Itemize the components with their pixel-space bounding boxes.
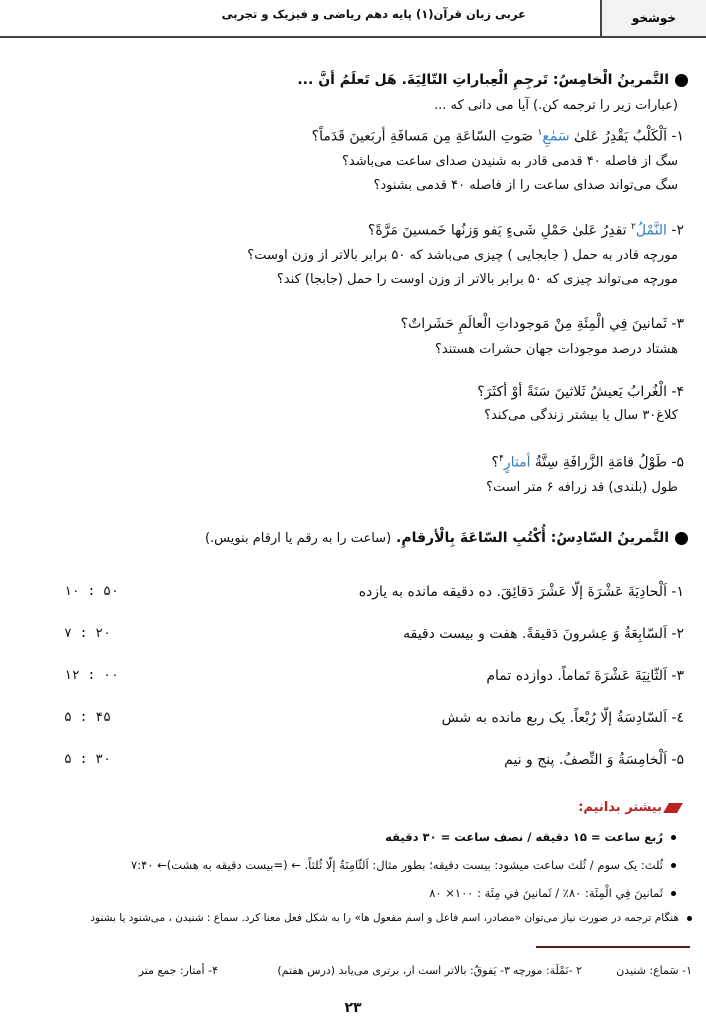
brand-label: خوشخو <box>600 0 706 36</box>
ex5-translation-2b: مورچه می‌تواند چیزی که ۵۰ برابر بالاتر از وزن اوست را حمل (جابجا) کند؟ <box>276 272 678 287</box>
ex5-question-4: ۴- الْغُرابُ یَعیشُ ثَلاثینَ سَنَةً أوْ أکثَرَ؟ <box>477 384 684 400</box>
learn-bullet: هنگام ترجمه در صورت نیاز می‌توان «مصادر، اسم فاعل و اسم مفعول ها» را به شکل فعل معنا کرد. سماع : شنیدن ، می‌شنود یا بشنود <box>90 912 692 924</box>
footnote-divider <box>536 946 690 948</box>
header-divider <box>0 36 706 38</box>
ex5-translation-4: کلاغ۳۰ سال یا بیشتر زندگی می‌کند؟ <box>484 408 678 423</box>
ex5-translation-1a: سگ از فاصله ۴۰ قدمی قادر به شنیدن صدای ساعت می‌باشد؟ <box>341 154 678 169</box>
clock-row: ٤- اَلسّادِسَةُ إلّا رُبْعاً. یک ربع مانده به شش ۵ : ۴۵ <box>64 710 684 726</box>
clock-answer: ۱۲ : ۰۰ <box>64 668 119 683</box>
footnote-3: ۳- یَفوقُ: بالاتر است از، برتری می‌یابد (درس هفتم) <box>277 964 510 977</box>
bullet-dot-icon <box>675 532 688 545</box>
page-header <box>0 0 706 40</box>
ex5-translation-2a: مورچه قادر به حمل ( جابجایی ) چیزی می‌باشد که ۵۰ برابر بالاتر از وزن اوست؟ <box>247 248 678 263</box>
ex5-question-3: ۳- ثَمانینَ فِي الْمِئَةِ مِنْ مَوجوداتِ الْعالَمِ حَشَراتٌ؟ <box>400 316 684 332</box>
footnote-4: ۴- أمتار: جمع متر <box>138 964 218 977</box>
bullet-icon <box>687 916 692 921</box>
bullet-icon <box>671 891 676 896</box>
clock-row: ۱- اَلْحادِیَةَ عَشْرَةَ إلّا عَشْرَ دَقائِقَ. ده دقیقه مانده به یازده ۱۰ : ۵۰ <box>64 584 684 600</box>
clock-answer: ۵ : ۳۰ <box>64 752 111 767</box>
clock-row: ۲- اَلسّابِعَةُ وَ عِشرونَ دَقیقةً. هفت و بیست دقیقه ۷ : ۲۰ <box>64 626 684 642</box>
bullet-icon <box>671 835 676 840</box>
ex5-translation-3: هشتاد درصد موجودات جهان حشرات هستند؟ <box>434 342 678 357</box>
exercise5-title: التَّمرینُ الْخامِسُ: تَرجِمِ الْعِباراتِ التّالِیَةَ. هَل تَعلَمُ أنَّ ... <box>297 72 688 88</box>
book-title: عربی زبان قرآن(۱) پایه دهم ریاضی و فیزیک و تجربی <box>221 7 526 21</box>
ex5-translation-1b: سگ می‌تواند صدای ساعت را از فاصله ۴۰ قدمی بشنود؟ <box>373 178 678 193</box>
bullet-icon <box>671 863 676 868</box>
clock-answer: ۱۰ : ۵۰ <box>64 584 119 599</box>
learn-more-title: بیشتر بدانیم: <box>578 800 680 815</box>
clock-answer: ۷ : ۲۰ <box>64 626 111 641</box>
bullet-dot-icon <box>675 74 688 87</box>
pen-icon <box>663 803 683 813</box>
learn-bullet: ثَمانینَ فِي الْمِئَة: ۸۰٪ / ثَمانینَ في مِئَة : ۱۰۰× ۸۰ <box>429 886 676 900</box>
footnote-2: ۲ -نَمْلَة: مورچه <box>512 964 582 977</box>
exercise6-title: التَّمرینُ السّادِسُ: أُکْتُبِ السّاعَةَ بِالْأرقامِ. (ساعت را به رقم یا ارقام بنویس.) <box>205 530 688 546</box>
footnote-1: ۱- سَماع: شنیدن <box>616 964 692 977</box>
learn-bullet: رُبع ساعت = ۱۵ دقیقه / نصف ساعت = ۳۰ دقیقه <box>385 830 676 844</box>
clock-row: ۵- اَلْخامِسَةُ وَ النِّصفُ. پنج و نیم ۵ : ۳۰ <box>64 752 684 768</box>
ex5-question-5: ۵- طَوْلُ قامَةِ الزَّرافَةِ سِتَّةُ أمتارٍ$^۴$؟ <box>491 454 684 471</box>
learn-bullet: ثُلث: یک سوم / ثُلث ساعت میشود: بیست دقیقه؛ بطور مثال: اَلثّامِنَةُ إلّا ثُلثاً. ← (=بیست دقیقه به هشت)← ۷:۴۰ <box>131 858 676 872</box>
clock-row: ۳- اَلثّانِیَةَ عَشْرَةَ تَماماً. دوازده تمام ۱۲ : ۰۰ <box>64 668 684 684</box>
exercise5-note: (عبارات زیر را ترجمه کن.) آیا می دانی که ... <box>434 98 678 113</box>
ex5-question-2: ۲- النَّمْلُ$^۲$ تقدِرُ عَلیٰ حَمْلِ شَیءٍ یَفو وَزنُها خَمسینَ مَرَّةً؟ <box>367 222 684 239</box>
ex5-question-1: ۱- اَلْکَلْبُ یَقْدِرُ عَلیٰ سَمٰعِ$^۱$ صَوتِ السّاعَةِ مِن مَسافَةِ أربَعینَ قَدَماً؟ <box>311 128 684 145</box>
page-number: ۲۳ <box>344 1000 362 1016</box>
clock-answer: ۵ : ۴۵ <box>64 710 111 725</box>
ex5-translation-5: طول (بلندی) قد زرافه ۶ متر است؟ <box>486 480 678 495</box>
